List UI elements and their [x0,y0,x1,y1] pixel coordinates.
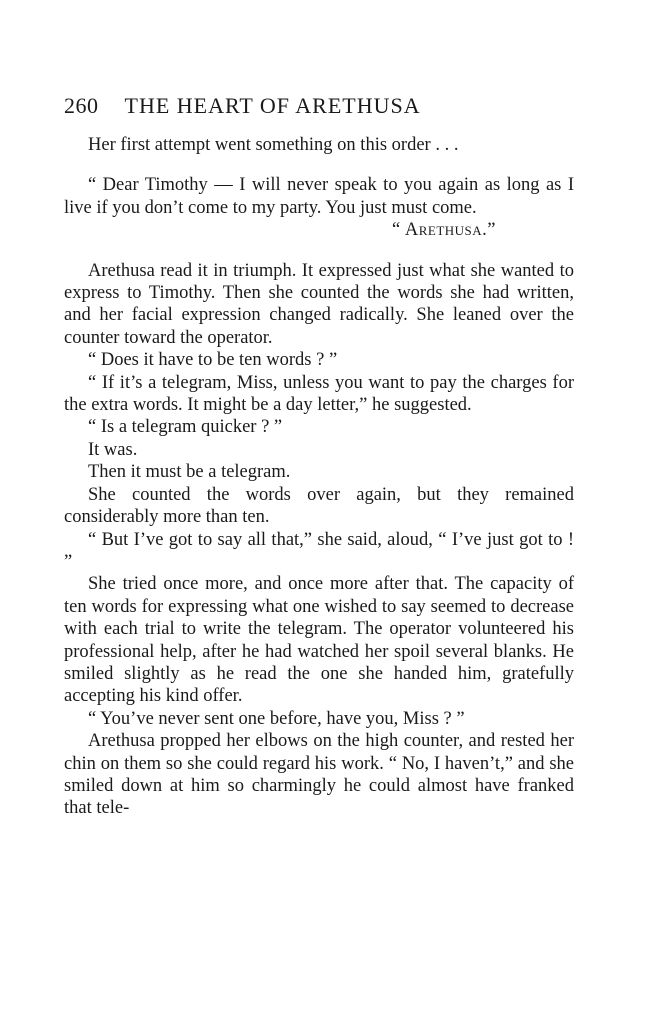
body-text [64,134,574,820]
paragraph-gap [64,242,574,260]
paragraph: It was. [88,439,138,460]
paragraph: Her first attempt went something on this order . . . [88,135,459,155]
paragraph: Then it must be a telegram. [88,462,291,483]
paragraph: She counted the words over again, but they remained considerably more than ten. [64,484,574,528]
paragraph: “ Is a telegram quicker ? ” [88,417,283,438]
paragraph: “ But I’ve got to say all that,” she said, aloud, “ I’ve just got to ! ” [64,529,574,572]
paragraph: “ Does it have to be ten words ? ” [88,350,338,371]
paragraph: She tried once more, and once more after that. The capacity of ten words for expressing what one wished to say seemed to decrease with each trial to write the telegram. The operator volunteered his professional help, after he had watched her spoil several blanks. He smiled slightly as he read the one she handed him, gratefully accepting his kind offer. [64,574,574,707]
paragraph: “ You’ve never sent one before, have you, Miss ? ” [88,708,465,729]
telegram-signature: “ Arethusa.” [392,220,496,241]
paragraph: Arethusa read it in triumph. It expressed just what she wanted to express to Timothy. Then she counted the words she had written, and her facial expression changed radically. She leaned over the counter toward the operator. [64,260,574,348]
paragraph: Arethusa propped her elbows on the high counter, and rested her chin on them so she could regard his work. “ No, I haven’t,” and she smiled down at him so charmingly he could almost have franked that tele- [64,731,574,819]
telegram-draft: “ Dear Timothy — I will never speak to you again as long as I live if you don’t come to my party. You just must come. [64,175,574,218]
paragraph-gap [64,156,574,174]
running-header [64,93,584,119]
page-number: 260 [64,93,99,118]
paragraph: “ If it’s a telegram, Miss, unless you want to pay the charges for the extra words. It might be a day letter,” he suggested. [64,372,574,416]
running-title: THE HEART OF ARETHUSA [124,93,421,118]
